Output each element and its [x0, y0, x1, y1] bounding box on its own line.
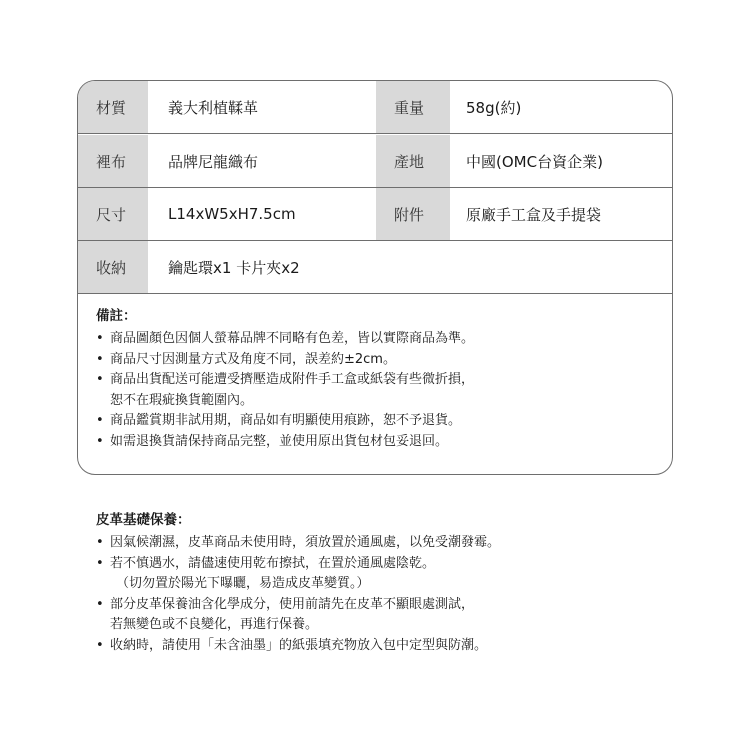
list-item: • 若不慎遇水，請儘速使用乾布擦拭，在置於通風處陰乾。 （切勿置於陽光下曝曬，易造成皮革變質。）: [96, 554, 710, 595]
spec-label-weight: 重量: [376, 81, 450, 133]
spec-value-material: 義大利植鞣革: [168, 98, 259, 117]
list-item: • 如需退換貨請保持商品完整，並使用原出貨包材包妥退回。: [96, 432, 658, 453]
care-list: [96, 533, 710, 656]
spec-label-storage: 收納: [78, 241, 148, 293]
spec-value-storage: 鑰匙環x1 卡片夾x2: [168, 258, 300, 277]
list-item: • 收納時，請使用「未含油墨」的紙張填充物放入包中定型與防潮。: [96, 636, 710, 657]
spec-label-origin: 產地: [376, 135, 450, 187]
product-spec-card: [77, 80, 673, 475]
spec-label-accessories: 附件: [376, 188, 450, 240]
list-item: • 商品鑑賞期非試用期，商品如有明顯使用痕跡，恕不予退貨。: [96, 411, 658, 432]
spec-value-weight: 58g(約): [466, 98, 522, 117]
list-item: • 商品圖顏色因個人螢幕品牌不同略有色差，皆以實際商品為準。: [96, 329, 658, 350]
spec-row-material: [78, 81, 672, 134]
leather-care-section: [96, 509, 710, 656]
spec-row-lining: [78, 135, 672, 188]
spec-value-origin: 中國(OMC台資企業): [466, 152, 603, 171]
list-item: • 部分皮革保養油含化學成分，使用前請先在皮革不顯眼處測試， 若無變色或不良變化，再進行保養。: [96, 595, 710, 636]
spec-label-size: 尺寸: [78, 188, 148, 240]
spec-row-size: [78, 188, 672, 241]
care-title: 皮革基礎保養：: [96, 512, 191, 528]
spec-row-storage: [78, 241, 672, 294]
list-item: • 商品出貨配送可能遭受擠壓造成附件手工盒或紙袋有些微折損， 恕不在瑕疵換貨範圍內。: [96, 370, 658, 411]
spec-label-material: 材質: [78, 81, 148, 133]
notes-section: [96, 305, 658, 452]
list-item: • 商品尺寸因測量方式及角度不同，誤差約±2cm。: [96, 350, 658, 371]
notes-title: 備註：: [96, 308, 137, 324]
spec-value-size: L14xW5xH7.5cm: [168, 205, 296, 223]
list-item: • 因氣候潮濕，皮革商品未使用時，須放置於通風處，以免受潮發霉。: [96, 533, 710, 554]
spec-label-lining: 裡布: [78, 135, 148, 187]
spec-value-accessories: 原廠手工盒及手提袋: [466, 205, 602, 224]
notes-list: [96, 329, 658, 452]
spec-value-lining: 品牌尼龍織布: [168, 152, 259, 171]
